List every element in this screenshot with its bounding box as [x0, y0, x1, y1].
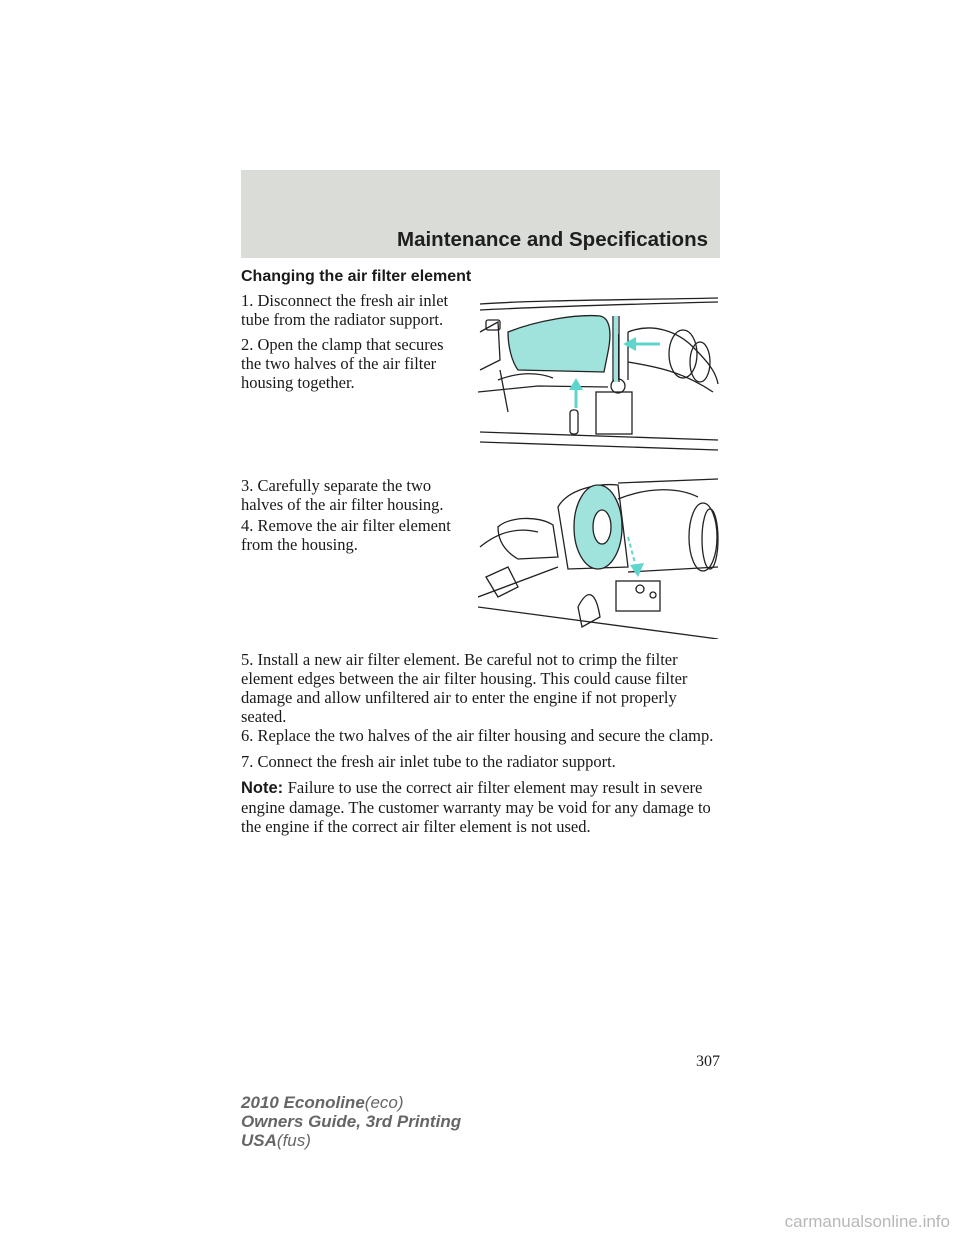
watermark: carmanualsonline.info — [784, 1212, 950, 1231]
footer — [241, 1093, 461, 1150]
step-7: 7. Connect the fresh air inlet tube to the radiator support. — [241, 752, 616, 771]
footer-model-code: (eco) — [364, 1093, 404, 1112]
footer-region-code: (fus) — [276, 1131, 311, 1150]
step-1: 1. Disconnect the fresh air inlet tube from the radiator support. — [241, 291, 449, 329]
footer-edition: Owners Guide, 3rd Printing — [241, 1112, 462, 1131]
page-number: 307 — [696, 1053, 720, 1070]
step-5: 5. Install a new air filter element. Be careful not to crimp the filter element edges between the air filter housing. This could cause filter damage and allow unfiltered air to enter the engine if not properly seated. — [241, 650, 688, 726]
header-band — [241, 170, 720, 258]
note-text: Failure to use the correct air filter element may result in severe engine damage. The customer warranty may be void for any damage to the engine if the correct air filter element is not used. — [241, 778, 711, 836]
step-2: 2. Open the clamp that secures the two halves of the air filter housing together. — [241, 335, 444, 392]
note-paragraph — [241, 778, 721, 836]
section-heading: Changing the air filter element — [241, 268, 472, 285]
note-label: Note: — [241, 779, 288, 797]
step-3: 3. Carefully separate the two halves of the air filter housing. — [241, 476, 444, 514]
step-6: 6. Replace the two halves of the air filter housing and secure the clamp. — [241, 726, 714, 745]
figure-filter-element — [478, 477, 720, 639]
footer-model: 2010 Econoline — [241, 1093, 365, 1112]
page-header-title: Maintenance and Specifications — [397, 228, 708, 251]
step-4: 4. Remove the air filter element from the housing. — [241, 516, 451, 554]
footer-region: USA — [241, 1131, 277, 1150]
figure-inlet-tube — [478, 292, 720, 454]
